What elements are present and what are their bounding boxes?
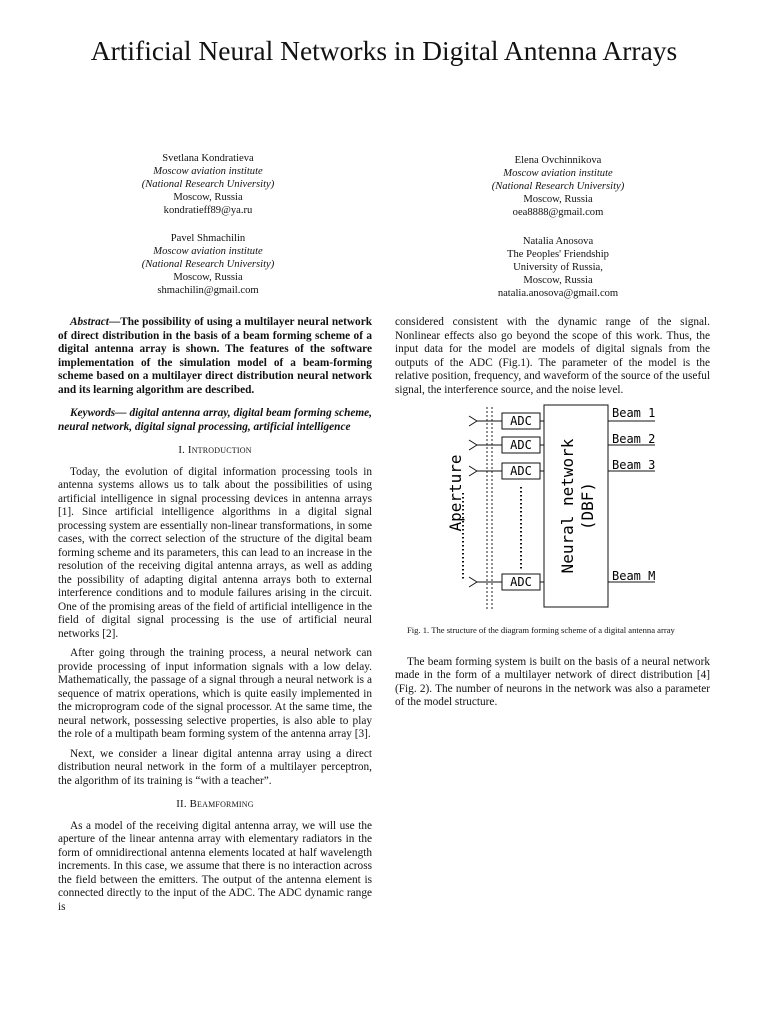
aperture-label: Aperture [446, 454, 465, 532]
antenna-element-3 [469, 466, 502, 476]
paragraph: Next, we consider a linear digital antenna array using a direct distribution neural network in the form of a multilayer perceptron, the algorithm of its training is “with a teacher”. [58, 747, 372, 787]
keywords-lead: Keywords— [70, 407, 127, 419]
paragraph: The beam forming system is built on the basis of a neural network made in the form of a multilayer network of direct distribution [4] (Fig. 2). The number of neurons in the network was also a parameter of the model structure. [395, 655, 710, 708]
neural-network-label: Neural network [558, 438, 577, 574]
author-city: Moscow, Russia [173, 272, 243, 283]
paragraph: After going through the training process, a neural network can provide processing of input information signals with a low delay. Mathematically, the passage of a signal through a neural network is a sequence of matrix operations, which is quite easily implemented in the microprogram code of the signal processor. At the same time, the neural network, possessing selective properties, is also able to play the role of a multipath beam forming system of the antenna array [3]. [58, 647, 372, 740]
paragraph-continued: considered consistent with the dynamic range of the signal. Nonlinear effects also go beyond the scope of this work. Thus, the input data for the model are models of digital signals from the outputs of the ADC (Fig.1). The parameter of the model is the relative position, frequency, and waveform of the source of the useful signal, the interference source, and the noise level. [395, 316, 710, 396]
abstract-lead: Abstract [70, 316, 109, 328]
abstract [58, 316, 372, 397]
beam-label: Beam M [612, 569, 656, 583]
author-city: Moscow, Russia [523, 194, 593, 205]
author-name: Svetlana Kondratieva [162, 153, 254, 164]
author-city: Moscow, Russia [523, 275, 593, 286]
section-heading-introduction: I. Introduction [178, 444, 252, 456]
beam-label: Beam 1 [612, 406, 656, 420]
figure-1 [395, 403, 710, 613]
abstract-text: —The possibility of using a multilayer neural network of direct distribution in the basis of a beam forming scheme of a digital antenna array is shown. The features of the software implementation of the simulation model of a beam-forming scheme based on a multilayer direct distribution neural network and its learning algorithm are described. [58, 316, 372, 396]
section-heading-beamforming: II. Beamforming [176, 798, 254, 810]
figure-1-diagram [395, 403, 710, 613]
neural-network-sublabel: (DBF) [578, 481, 597, 531]
figure-1-caption: Fig. 1. The structure of the diagram forming scheme of a digital antenna array [407, 625, 675, 635]
antenna-element-m [469, 577, 502, 587]
author-university: University of Russia, [513, 262, 603, 273]
author-name: Pavel Shmachilin [170, 233, 246, 244]
adc-label: ADC [510, 414, 532, 428]
keywords-text: digital antenna array, digital beam forming scheme, neural network, digital signal processing, artificial intelligence [58, 407, 372, 433]
paragraph: As a model of the receiving digital antenna array, we will use the aperture of the linear antenna array with elementary radiators in the form of omnidirectional antenna elements located at half wavelength increments. In this case, we assume that there is no interaction across the field between the emitters. The output of the antenna element is connected directly to the input of the ADC. The ADC dynamic range is [58, 819, 372, 913]
author-email: kondratieff89@ya.ru [163, 205, 253, 216]
author-university: (National Research University) [141, 259, 275, 270]
author-block-3 [98, 232, 318, 297]
adc-label: ADC [510, 438, 532, 452]
paper-title: Artificial Neural Networks in Digital Antenna Arrays [90, 35, 678, 66]
beam-label: Beam 3 [612, 458, 656, 472]
author-university: (National Research University) [141, 179, 275, 190]
author-email: natalia.anosova@gmail.com [497, 288, 619, 299]
paragraph: Today, the evolution of digital information processing tools in antenna systems allows us to talk about the possibilities of using artificial intelligence in signal processing devices in antenna arrays [1]. Since artificial intelligence algorithms in a digital signal processing system are essentially non-linear transformations, in some cases, with the correct selection of the structure of the digital beam forming scheme and its parameters, this can lead to an increase in the resolution of the receiving digital antenna arrays, as well as adding the possibility of adapting digital antenna arrays both to external interference conditions and to module failures arising in the circuit. One of the promising areas of the field of artificial intelligence in the field of digital signal processing is the use of artificial neural networks [2]. [58, 465, 372, 640]
author-block-4 [448, 235, 668, 300]
author-block-1 [98, 152, 318, 217]
antenna-element-1 [469, 416, 502, 426]
author-city: Moscow, Russia [173, 192, 243, 203]
antenna-element-2 [469, 440, 502, 450]
author-email: shmachilin@gmail.com [157, 285, 259, 296]
author-institute: The Peoples' Friendship [507, 249, 609, 260]
author-name: Natalia Anosova [522, 236, 594, 247]
author-university: (National Research University) [491, 181, 625, 192]
author-institute: Moscow aviation institute [153, 166, 263, 177]
keywords [58, 407, 372, 434]
author-block-2 [448, 154, 668, 219]
left-column [58, 316, 372, 920]
beam-label: Beam 2 [612, 432, 656, 446]
author-name: Elena Ovchinnikova [514, 155, 602, 166]
adc-label: ADC [510, 575, 532, 589]
author-institute: Moscow aviation institute [153, 246, 263, 257]
right-column [395, 316, 710, 716]
author-institute: Moscow aviation institute [503, 168, 613, 179]
author-email: oea8888@gmail.com [512, 207, 604, 218]
adc-label: ADC [510, 464, 532, 478]
